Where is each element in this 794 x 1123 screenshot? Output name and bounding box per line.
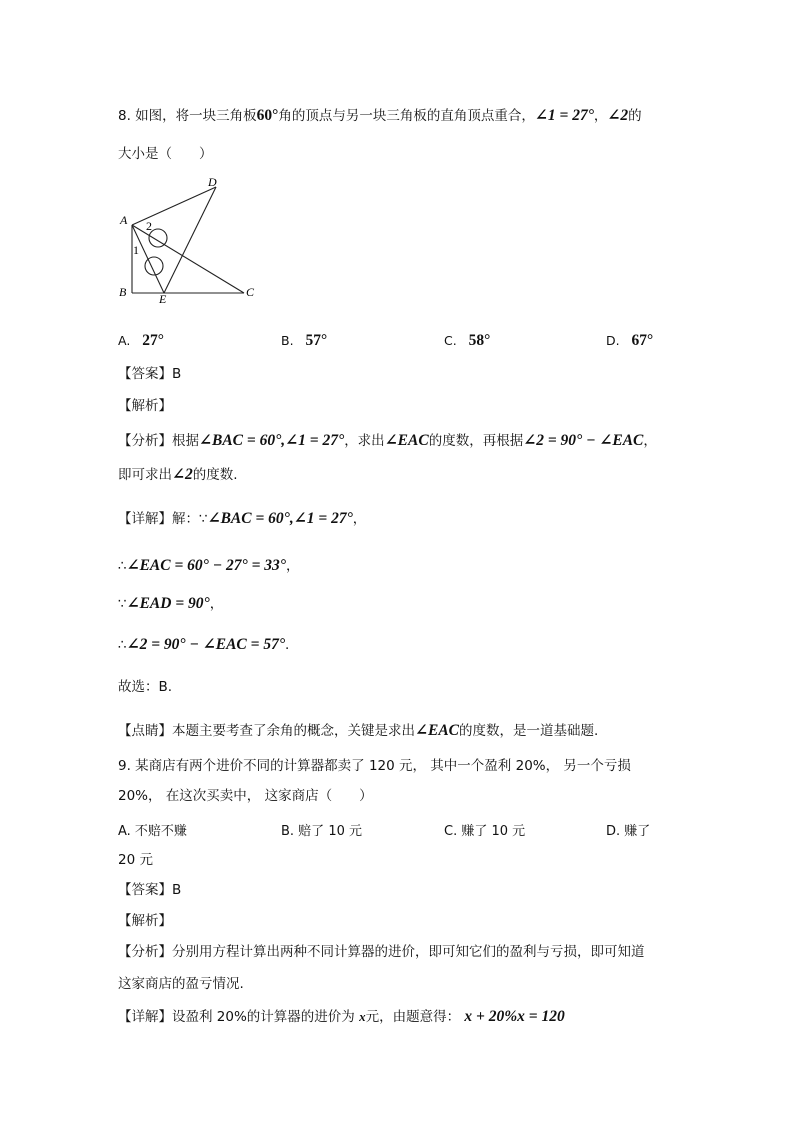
q8-stem-text-b: 角的顶点与另一块三角板的直角顶点重合，	[278, 108, 535, 124]
math: ∠EAC	[415, 722, 460, 739]
text: 的度数，是一道基础题.	[459, 723, 599, 739]
label-A: A	[120, 213, 128, 227]
q8-angle2: ∠2	[607, 107, 629, 124]
label-1: 1	[133, 243, 139, 257]
q9-fenxi-line1: 【分析】分别用方程计算出两种不同计算器的进价，即可知它们的盈利与亏损，即可知道	[118, 944, 645, 960]
q8-stem-text-d: 的	[628, 108, 642, 124]
math: x	[359, 1009, 366, 1024]
text: 的度数.	[192, 467, 238, 483]
text: ，	[286, 558, 300, 574]
label-C: C	[246, 285, 255, 299]
opt-value: 27°	[142, 332, 164, 349]
q8-angle-60: 60°	[256, 107, 279, 124]
q9-option-d: D. 赚了	[606, 824, 651, 839]
opt-value: 57°	[305, 332, 328, 349]
q8-stem-line1	[118, 107, 642, 126]
text: 【点睛】本题主要考查了余角的概念，关键是求出	[118, 723, 415, 739]
q8-option-b	[281, 332, 327, 350]
label-E: E	[159, 292, 167, 306]
opt-letter: B.	[281, 333, 294, 348]
q9-answer: 【答案】B	[118, 882, 182, 898]
text: ，求出	[344, 433, 385, 449]
text: ∴	[118, 637, 127, 653]
q8-stem-text-a: 8. 如图，将一块三角板	[118, 108, 257, 124]
q8-stem-line2: 大小是（ ）	[118, 146, 213, 162]
text: .	[285, 637, 290, 653]
q8-answer: 【答案】B	[118, 366, 182, 382]
math: ∠BAC = 60°,∠1 = 27°	[199, 432, 345, 449]
math: x + 20%x = 120	[464, 1008, 565, 1025]
text: 即可求出	[118, 467, 172, 483]
text: ，	[352, 511, 367, 527]
text: 【详解】设盈利 20%的计算器的进价为	[118, 1009, 360, 1025]
q9-fenxi-line2: 这家商店的盈亏情况.	[118, 976, 244, 992]
q8-fenxi-line1	[118, 432, 657, 451]
q8-fenxi-line2	[118, 466, 238, 485]
q8-stem-text-c: ，	[593, 108, 608, 124]
opt-letter: D.	[606, 333, 620, 348]
q8-dianjing	[118, 722, 598, 741]
math: ∠EAD = 90°	[126, 595, 210, 612]
q9-stem-line2: 20%， 在这次买卖中， 这家商店（ ）	[118, 788, 373, 804]
q9-option-c: C. 赚了 10 元	[444, 824, 526, 839]
q8-option-a	[118, 332, 164, 350]
q8-option-d	[606, 332, 653, 350]
opt-letter: A.	[118, 333, 131, 348]
q8-geometry-figure	[112, 172, 272, 307]
text: ∴	[118, 558, 127, 574]
q8-step1	[118, 557, 300, 576]
math: ∠BAC = 60°,∠1 = 27°	[207, 510, 353, 527]
opt-letter: C.	[444, 333, 457, 348]
text: 元，由题意得：	[365, 1009, 461, 1025]
math: ∠EAC = 60° − 27° = 33°	[126, 557, 286, 574]
opt-value: 67°	[631, 332, 654, 349]
math: ∠2 = 90° − ∠EAC = 57°	[126, 636, 286, 653]
text: ∵	[118, 596, 127, 612]
q9-analysis-heading: 【解析】	[118, 913, 172, 929]
label-2: 2	[146, 219, 152, 233]
q8-step2	[118, 595, 223, 614]
q8-option-c	[444, 332, 490, 350]
q9-stem-line1: 9. 某商店有两个进价不同的计算器都卖了 120 元， 其中一个盈利 20%， 另一个亏损	[118, 758, 631, 774]
q9-option-a: A. 不赔不赚	[118, 824, 187, 839]
q8-step3	[118, 636, 289, 655]
opt-value: 58°	[468, 332, 491, 349]
text: 的度数，再根据	[428, 433, 524, 449]
math: ∠2	[172, 466, 193, 483]
text: ，	[643, 433, 657, 449]
q9-option-d-cont: 20 元	[118, 852, 153, 868]
label-B: B	[119, 285, 127, 299]
math: ∠2 = 90° − ∠EAC	[523, 432, 644, 449]
q8-analysis-heading: 【解析】	[118, 398, 172, 414]
q8-detail-line	[118, 510, 366, 529]
label-D: D	[208, 175, 217, 189]
q8-choose: 故选：B.	[118, 679, 173, 695]
text: 【详解】解：∵	[118, 511, 208, 527]
q9-detail-line	[118, 1008, 565, 1027]
text: ，	[209, 596, 224, 612]
q8-angle1-eq: ∠1 = 27°	[534, 107, 594, 124]
q9-option-b: B. 赔了 10 元	[281, 824, 362, 839]
math: ∠EAC	[384, 432, 429, 449]
text: 【分析】根据	[118, 433, 199, 449]
